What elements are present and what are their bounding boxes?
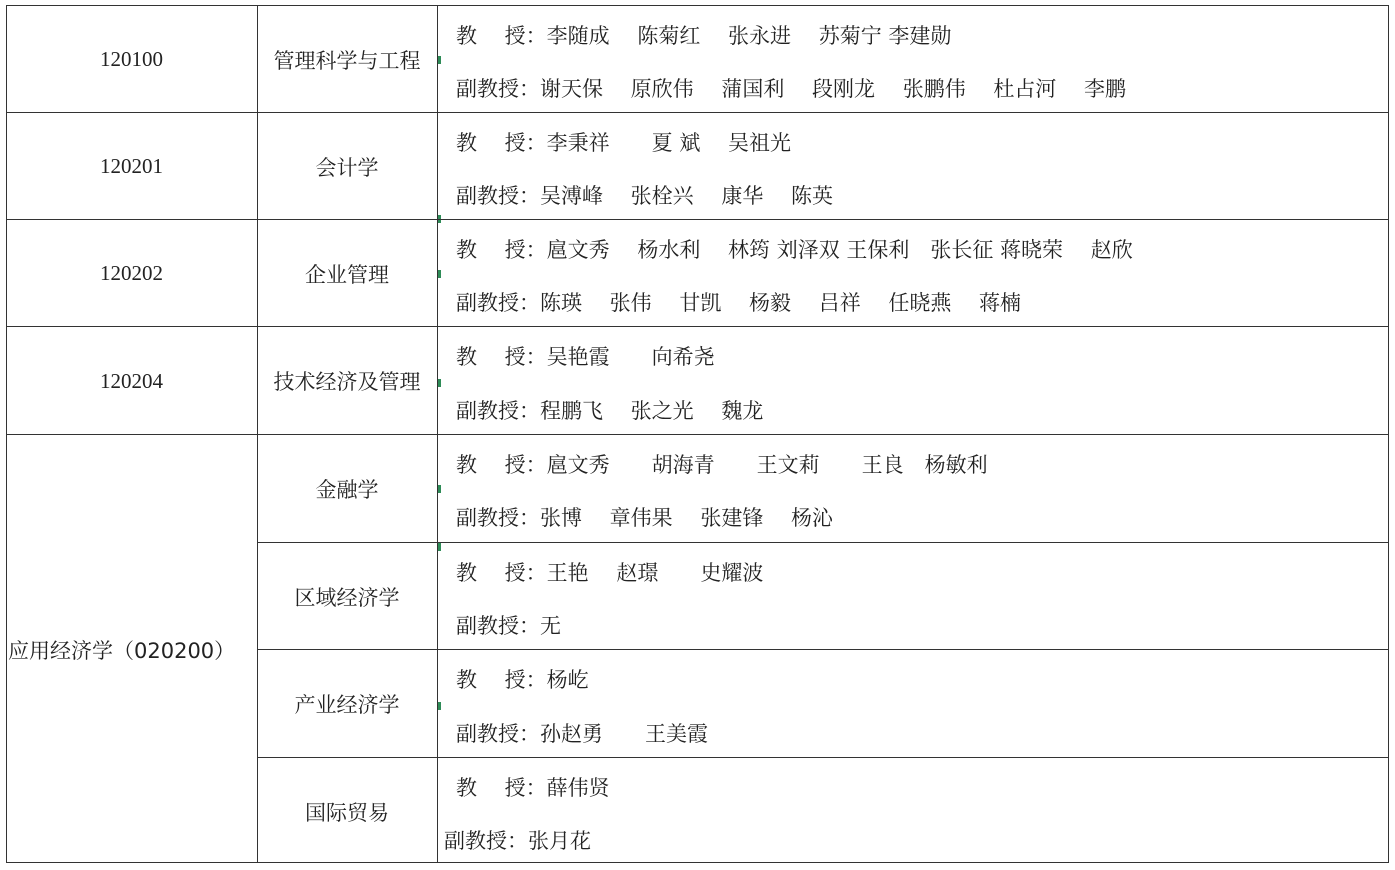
- major-name: 会计学: [315, 155, 379, 180]
- table-row: [6, 112, 1389, 219]
- major-name: 管理科学与工程: [273, 48, 421, 73]
- discipline-code: 120204: [100, 368, 163, 393]
- discipline-code: 120201: [100, 154, 163, 178]
- associate-professors-line: 副教授：孙赵勇 王美霞: [456, 722, 708, 746]
- cell-comment-marker: [438, 379, 441, 387]
- group-label: 应用经济学（020200）: [8, 638, 236, 663]
- associate-professors-line: 副教授：程鹏飞 张之光 魏龙: [456, 399, 764, 423]
- table-subrow: [257, 435, 1389, 542]
- professors-line: 教 授：吴艳霞 向希尧: [456, 345, 715, 369]
- major-name: 技术经济及管理: [273, 370, 421, 394]
- major-name: 金融学: [315, 477, 379, 502]
- table-row: [6, 326, 1389, 434]
- table-subrow: [257, 649, 1389, 757]
- professors-line: 教 授：李随成 陈菊红 张永进 苏菊宁 李建勋: [456, 24, 952, 48]
- major-name: 区域经济学: [294, 585, 400, 610]
- discipline-code: 120202: [100, 261, 163, 285]
- major-name: 国际贸易: [305, 800, 389, 825]
- professors-line: 教 授：扈文秀 胡海青 王文莉 王良 杨敏利: [456, 453, 988, 477]
- cell-comment-marker: [438, 485, 441, 493]
- cell-comment-marker: [438, 702, 441, 710]
- cell-comment-marker: [438, 270, 441, 278]
- associate-professors-line: 副教授：无: [456, 614, 561, 638]
- major-name: 企业管理: [305, 262, 389, 287]
- associate-professors-line: 副教授：吴溥峰 张栓兴 康华 陈英: [456, 184, 834, 208]
- cell-comment-marker: [438, 543, 441, 551]
- table-subrow: [257, 757, 1389, 864]
- major-name: 产业经济学: [294, 693, 400, 717]
- professors-line: 教 授：薛伟贤: [456, 776, 610, 800]
- table-row: [6, 219, 1389, 326]
- associate-professors-line: 副教授：陈瑛 张伟 甘凯 杨毅 吕祥 任晓燕 蒋楠: [456, 291, 1022, 315]
- associate-professors-line: 副教授：张月花: [444, 829, 591, 853]
- discipline-code: 120100: [100, 47, 163, 71]
- cell-comment-marker: [438, 56, 441, 64]
- group-row: [6, 434, 1389, 863]
- professors-line: 教 授：扈文秀 杨水利 林筠 刘泽双 王保利 张长征 蒋晓荣 赵欣: [456, 238, 1133, 262]
- professors-line: 教 授：杨屹: [456, 668, 589, 692]
- professors-line: 教 授：李秉祥 夏 斌 吴祖光: [456, 131, 792, 155]
- table-subrow: [257, 542, 1389, 649]
- table-row: [6, 5, 1389, 112]
- associate-professors-line: 副教授：谢天保 原欣伟 蒲国利 段刚龙 张鹏伟 杜占河 李鹏: [456, 77, 1127, 101]
- professors-line: 教 授：王艳 赵璟 史耀波: [456, 561, 764, 585]
- associate-professors-line: 副教授：张博 章伟果 张建锋 杨沁: [456, 506, 834, 530]
- faculty-table: [6, 5, 1389, 863]
